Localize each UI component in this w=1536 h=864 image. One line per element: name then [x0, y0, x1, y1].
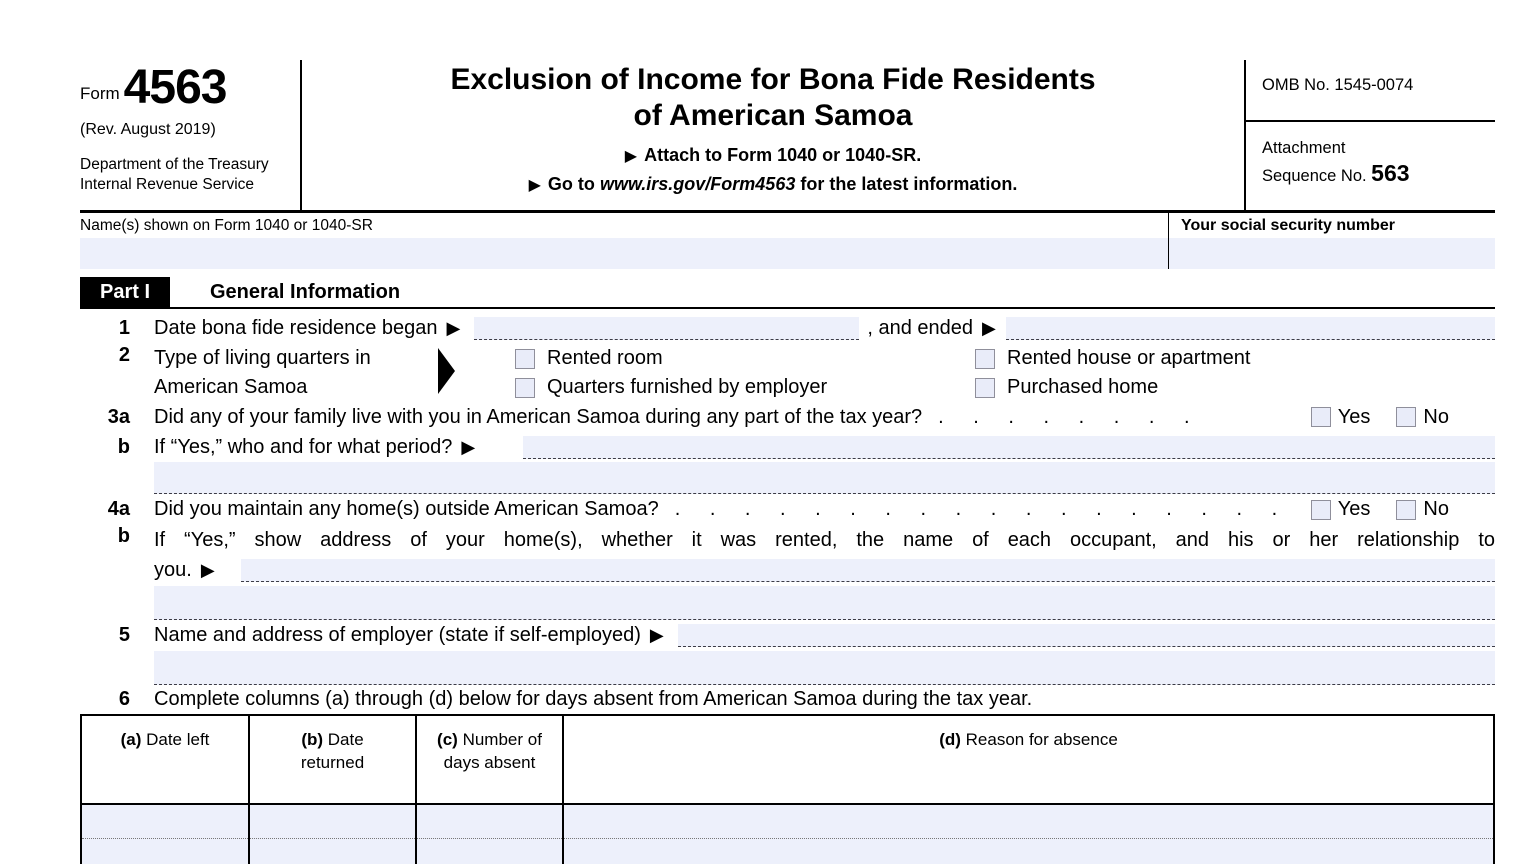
ssn-cell	[1168, 213, 1495, 269]
line2-number: 2	[118, 344, 130, 366]
line4a-number: 4a	[107, 498, 130, 520]
residence-began-input[interactable]	[474, 317, 859, 340]
form-number: 4563	[123, 61, 227, 114]
form-number-line	[80, 61, 300, 114]
pointer-icon: ▶	[982, 317, 996, 338]
line4a	[80, 494, 1495, 525]
option-label: Rented room	[547, 347, 663, 369]
attachment-sequence	[1246, 122, 1495, 189]
pointer-icon: ▶	[528, 177, 541, 194]
form-content	[80, 0, 1495, 864]
line4a-yes-no	[1311, 498, 1449, 521]
department-block	[80, 155, 300, 195]
line3b-label: If “Yes,” who and for what period?	[154, 435, 453, 458]
form-revision: (Rev. August 2019)	[80, 120, 216, 138]
part1-title: General Information	[210, 280, 401, 303]
line4b-label-line1: If “Yes,” show address of your home(s), whether it was rented, the name of each occupant, and his or her relationship to	[154, 529, 1495, 551]
line6-number: 6	[118, 687, 130, 710]
reason-cell[interactable]	[563, 839, 1494, 864]
option-rented-room[interactable]	[515, 344, 975, 373]
ssn-label: Your social security number	[1181, 217, 1395, 234]
dot-leader: . . . . . . . .	[938, 405, 1190, 428]
no-label: No	[1423, 405, 1449, 428]
option-rented-house[interactable]	[975, 344, 1251, 373]
line3a-yes-checkbox[interactable]	[1311, 407, 1331, 427]
date-returned-cell[interactable]	[249, 804, 416, 839]
attach-note: ▶ Attach to Form 1040 or 1040-SR.	[624, 145, 922, 165]
line4a-yes-checkbox[interactable]	[1311, 500, 1331, 520]
form-header	[80, 60, 1495, 213]
purchased-home-checkbox[interactable]	[975, 378, 995, 398]
agency-line: Internal Revenue Service	[80, 175, 255, 193]
employer-input-row2[interactable]	[154, 651, 1495, 685]
part1-bar	[80, 277, 1495, 309]
pointer-icon: ▶	[624, 148, 638, 165]
absence-row-1	[81, 804, 1494, 839]
date-left-cell[interactable]	[81, 804, 249, 839]
line4b-input[interactable]	[241, 559, 1495, 582]
line2	[80, 344, 1495, 402]
name-input[interactable]	[80, 238, 1168, 269]
pointer-icon: ▶	[461, 436, 476, 457]
form-word: Form	[80, 83, 120, 103]
days-absent-cell[interactable]	[416, 839, 563, 864]
yes-label: Yes	[1337, 405, 1371, 428]
reason-cell[interactable]	[563, 804, 1494, 839]
line6-label: Complete columns (a) through (d) below for days absent from American Samoa during the tax year.	[154, 687, 1033, 710]
omb-block	[1244, 60, 1495, 210]
line5-number: 5	[118, 624, 130, 646]
pointer-icon: ▶	[200, 560, 215, 580]
name-cell	[80, 213, 1168, 269]
days-absent-cell[interactable]	[416, 804, 563, 839]
col-days-absent-header: (c) Number of days absent	[416, 715, 563, 804]
form-title-block	[302, 60, 1244, 210]
line4a-no-checkbox[interactable]	[1396, 500, 1416, 520]
line1-label: Date bona fide residence began	[154, 316, 438, 339]
line4b-continued	[80, 555, 1495, 586]
sequence-label: Sequence No.	[1262, 167, 1367, 186]
date-returned-cell[interactable]	[249, 839, 416, 864]
line5-label: Name and address of employer (state if self-employed)	[154, 624, 641, 646]
part1-badge: Part I	[80, 277, 170, 307]
line4b-input-row2[interactable]	[154, 586, 1495, 620]
big-arrow-icon	[438, 348, 455, 394]
sequence-number: 563	[1371, 160, 1410, 187]
line4b-number: b	[117, 525, 130, 547]
line3b	[80, 432, 1495, 462]
line5	[80, 620, 1495, 651]
form-id-block	[80, 60, 302, 210]
line4b-label-line2: you.	[154, 559, 192, 581]
col-date-returned-header: (b) Date returned	[249, 715, 416, 804]
rented-house-checkbox[interactable]	[975, 349, 995, 369]
line2-label: Type of living quarters in American Samoa	[154, 347, 371, 398]
residence-ended-input[interactable]	[1006, 317, 1495, 340]
pointer-icon: ▶	[446, 317, 461, 338]
attachment-label: Attachment	[1262, 139, 1346, 157]
dot-leader: . . . . . . . . . . . . . . . . . .	[674, 498, 1278, 520]
line3b-input[interactable]	[523, 436, 1495, 459]
line3a-question: Did any of your family live with you in American Samoa during any part of the tax year?	[154, 405, 923, 428]
option-label: Quarters furnished by employer	[547, 376, 828, 398]
absence-table	[80, 714, 1495, 864]
col-reason-header: (d) Reason for absence	[563, 715, 1494, 804]
col-date-left-header: (a) Date left	[81, 715, 249, 804]
rented-room-checkbox[interactable]	[515, 349, 535, 369]
irs-url-link[interactable]: www.irs.gov/Form4563	[599, 174, 796, 194]
identity-row	[80, 213, 1495, 269]
quarters-employer-checkbox[interactable]	[515, 378, 535, 398]
line3b-input-row2[interactable]	[154, 462, 1495, 494]
department-line: Department of the Treasury	[80, 155, 269, 173]
line1	[80, 312, 1495, 344]
line1-number: 1	[118, 316, 130, 339]
ssn-input[interactable]	[1169, 238, 1495, 269]
goto-note: ▶ Go to www.irs.gov/Form4563 for the latest information.	[528, 174, 1018, 194]
option-quarters-employer[interactable]	[515, 373, 975, 402]
absence-table-header-row	[81, 715, 1494, 804]
option-label: Rented house or apartment	[1007, 347, 1251, 369]
employer-input[interactable]	[678, 624, 1495, 647]
line6	[80, 685, 1495, 713]
no-label: No	[1423, 498, 1449, 520]
line3a	[80, 402, 1495, 432]
yes-label: Yes	[1337, 498, 1371, 520]
absence-row-2	[81, 839, 1494, 864]
line3b-number: b	[117, 435, 130, 458]
form-title: Exclusion of Income for Bona Fide Residents of American Samoa	[450, 63, 1096, 132]
line3a-no-checkbox[interactable]	[1396, 407, 1416, 427]
pointer-icon: ▶	[649, 625, 664, 645]
line1-ended-label: , and ended	[867, 316, 974, 339]
option-label: Purchased home	[1007, 376, 1159, 398]
line3a-yes-no	[1311, 406, 1449, 429]
date-left-cell[interactable]	[81, 839, 249, 864]
name-label: Name(s) shown on Form 1040 or 1040-SR	[80, 217, 373, 234]
living-quarters-options	[515, 344, 1251, 402]
line3a-number: 3a	[107, 405, 130, 428]
line4b	[80, 525, 1495, 555]
option-purchased-home[interactable]	[975, 373, 1251, 402]
line4a-question: Did you maintain any home(s) outside American Samoa?	[154, 498, 659, 520]
omb-number: OMB No. 1545-0074	[1246, 60, 1495, 122]
